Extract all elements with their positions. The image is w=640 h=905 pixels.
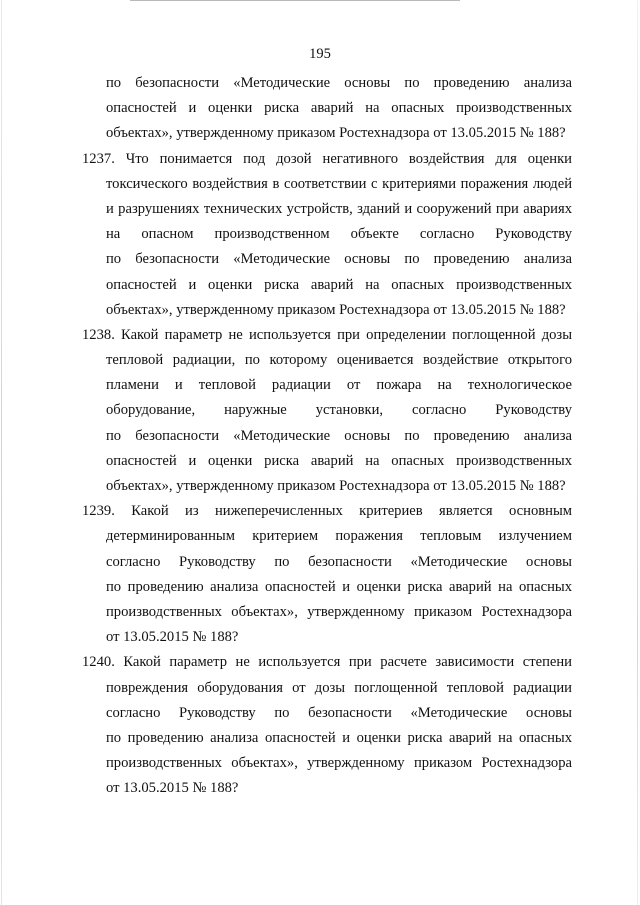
text-line: детерминированным критерием поражения тепловым излучением xyxy=(106,528,572,545)
text-line: по проведению анализа опасностей и оценки риска аварий на опасных xyxy=(106,729,572,746)
scan-edge-right xyxy=(637,0,638,905)
question-1238-first-line: 1238. Какой параметр не используется при определении поглощенной дозы xyxy=(82,326,572,343)
text-line: и разрушениях технических устройств, зданий и сооружений при авариях xyxy=(106,200,572,217)
text-line: производственных объектах», утвержденному приказом Ростехнадзора xyxy=(106,755,572,772)
question-1239-first-line: 1239. Какой из нижеперечисленных критериев является основным xyxy=(82,503,572,520)
scan-edge-left xyxy=(1,0,2,905)
text-line: по безопасности «Методические основы по проведению анализа xyxy=(106,75,572,91)
text-line: на опасном производственном объекте согласно Руководству xyxy=(106,226,572,243)
text-line: от 13.05.2015 № 188? xyxy=(106,629,239,646)
text-line: согласно Руководству по безопасности «Методические основы xyxy=(106,704,572,721)
text-line: повреждения оборудования от дозы поглощенной тепловой радиации xyxy=(106,679,572,696)
text-line: опасностей и оценки риска аварий на опасных производственных xyxy=(106,100,572,117)
text-line: оборудование, наружные установки, согласно Руководству xyxy=(106,402,572,419)
text-line: объектах», утвержденному приказом Ростехнадзора от 13.05.2015 № 188? xyxy=(106,301,566,318)
text-line: по безопасности «Методические основы по проведению анализа xyxy=(106,251,572,268)
text-line: токсического воздействия в соответствии с критериями поражения людей xyxy=(106,175,572,192)
question-1240-first-line: 1240. Какой параметр не используется при расчете зависимости степени xyxy=(82,654,572,671)
question-1237-first-line: 1237. Что понимается под дозой негативного воздействия для оценки xyxy=(82,150,572,167)
page-number: 195 xyxy=(309,46,331,62)
document-body xyxy=(82,71,572,801)
text-line: согласно Руководству по безопасности «Методические основы xyxy=(106,553,572,570)
text-line: опасностей и оценки риска аварий на опасных производственных xyxy=(106,452,572,469)
text-line: объектах», утвержденному приказом Ростехнадзора от 13.05.2015 № 188? xyxy=(106,478,566,494)
text-line: по проведению анализа опасностей и оценки риска аварий на опасных xyxy=(106,578,572,595)
text-line: пламени и тепловой радиации от пожара на технологическое xyxy=(106,377,572,394)
text-line: по безопасности «Методические основы по проведению анализа xyxy=(106,427,572,444)
text-line: опасностей и оценки риска аварий на опасных производственных xyxy=(106,276,572,293)
text-line: тепловой радиации, по которому оценивается воздействие открытого xyxy=(106,352,572,369)
text-line: объектах», утвержденному приказом Ростехнадзора от 13.05.2015 № 188? xyxy=(106,125,566,142)
text-line: производственных объектах», утвержденному приказом Ростехнадзора xyxy=(106,603,572,620)
text-line: от 13.05.2015 № 188? xyxy=(106,780,239,797)
scan-edge-top xyxy=(130,0,460,1)
